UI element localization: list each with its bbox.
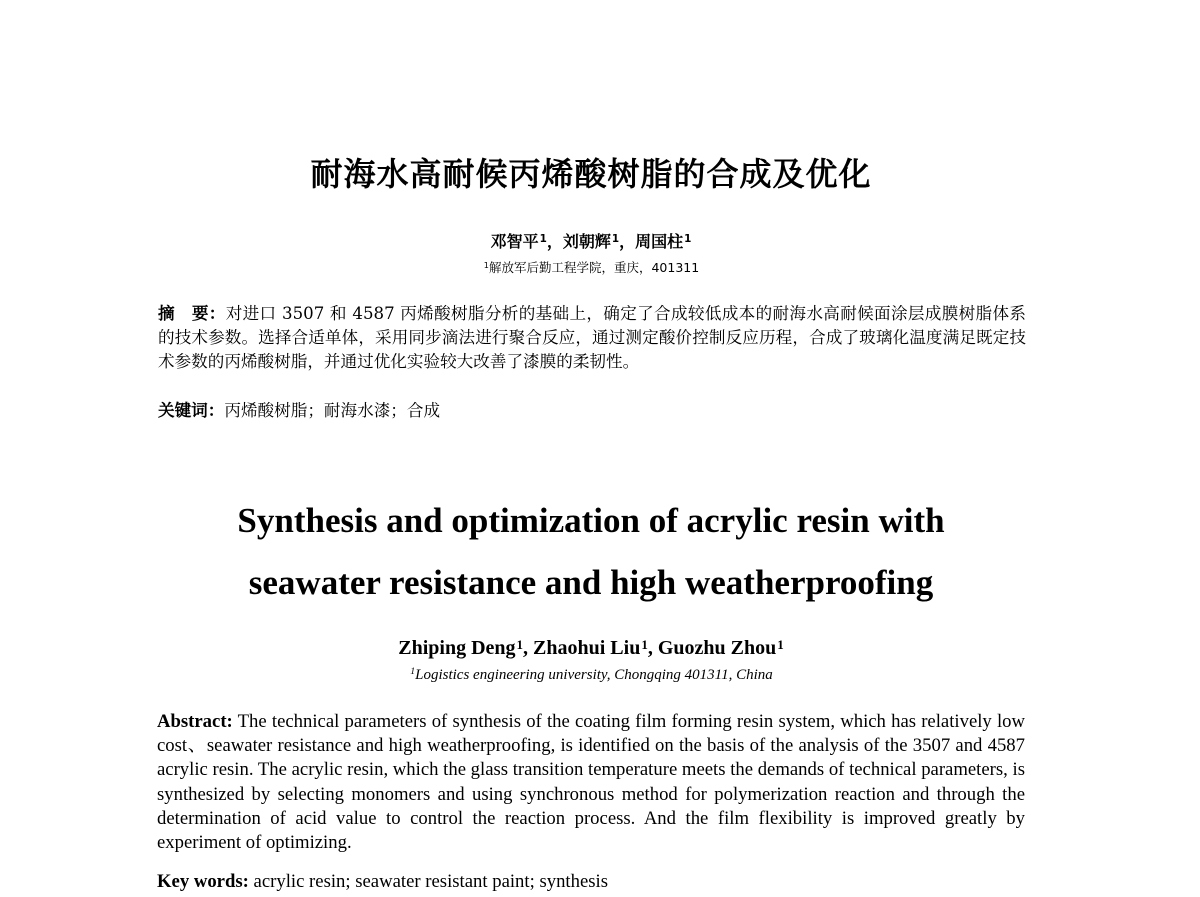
author-affiliation-mark: 1: [516, 637, 524, 652]
chinese-keywords-label: 关键词：: [158, 401, 225, 420]
chinese-author: 邓智平: [490, 232, 539, 251]
chinese-keywords: [158, 399, 1026, 423]
english-author: Guozhu Zhou: [657, 637, 777, 659]
chinese-title: 耐海水高耐候丙烯酸树脂的合成及优化: [310, 155, 872, 193]
author-affiliation-mark: 1: [641, 637, 648, 652]
english-title: [0, 490, 1182, 614]
english-title-line: seawater resistance and high weatherproofing: [248, 563, 934, 602]
author-affiliation-mark: 1: [777, 637, 784, 652]
affiliation-mark: 1: [483, 260, 489, 270]
chinese-affiliation: [0, 259, 1182, 277]
chinese-affiliation-text: 解放军后勤工程学院，重庆，401311: [488, 260, 700, 275]
english-author: Zhiping Deng: [398, 637, 516, 659]
chinese-abstract: [158, 302, 1026, 374]
author-separator: ,: [647, 637, 658, 659]
affiliation-mark: 1: [410, 666, 416, 677]
english-author: Zhaohui Liu: [533, 637, 641, 659]
chinese-author: 刘朝辉: [562, 232, 611, 251]
english-keywords-label: Key words:: [157, 871, 249, 892]
author-separator: ，: [546, 232, 563, 251]
english-affiliation: [0, 664, 1182, 686]
english-author-list: [0, 634, 1182, 662]
english-keywords-text: acrylic resin; seawater resistant paint; synthesis: [253, 871, 608, 892]
english-abstract-text: The technical parameters of synthesis of the coating film forming resin system, which has relatively low cost、seawater resistance and high weatherproofing, is identified on the basis of the analysis of the 3507 and 4587 acrylic resin. The acrylic resin, which the glass transition temperature meets the demands of technical parameters, is synthesized by selecting monomers and using synchronous method for polymerization reaction and through the determination of acid value to control the reaction process. And the film flexibility is improved greatly by experiment of optimizing.: [157, 711, 1026, 854]
author-separator: ，: [619, 232, 636, 251]
english-title-line: Synthesis and optimization of acrylic resin with: [237, 501, 945, 540]
author-affiliation-mark: 1: [539, 233, 547, 245]
english-abstract: [157, 710, 1025, 855]
author-separator: ,: [523, 637, 534, 659]
english-affiliation-text: Logistics engineering university, Chongqing 401311, China: [415, 667, 773, 683]
chinese-author: 周国柱: [635, 232, 684, 251]
english-keywords: [157, 870, 1025, 894]
english-abstract-label: Abstract:: [157, 711, 233, 732]
chinese-abstract-text: 对进口 3507 和 4587 丙烯酸树脂分析的基础上，确定了合成较低成本的耐海水高耐候面涂层成膜树脂体系的技术参数。选择合适单体，采用同步滴法进行聚合反应，通过测定酸价控制反应历程，合成了玻璃化温度满足既定技术参数的丙烯酸树脂，并通过优化实验较大改善了漆膜的柔韧性。: [158, 304, 1026, 371]
author-affiliation-mark: 1: [684, 233, 692, 245]
chinese-keywords-text: 丙烯酸树脂；耐海水漆；合成: [224, 401, 441, 420]
chinese-abstract-label: 摘 要：: [158, 304, 226, 323]
author-affiliation-mark: 1: [611, 233, 620, 245]
chinese-author-list: [0, 230, 1182, 254]
